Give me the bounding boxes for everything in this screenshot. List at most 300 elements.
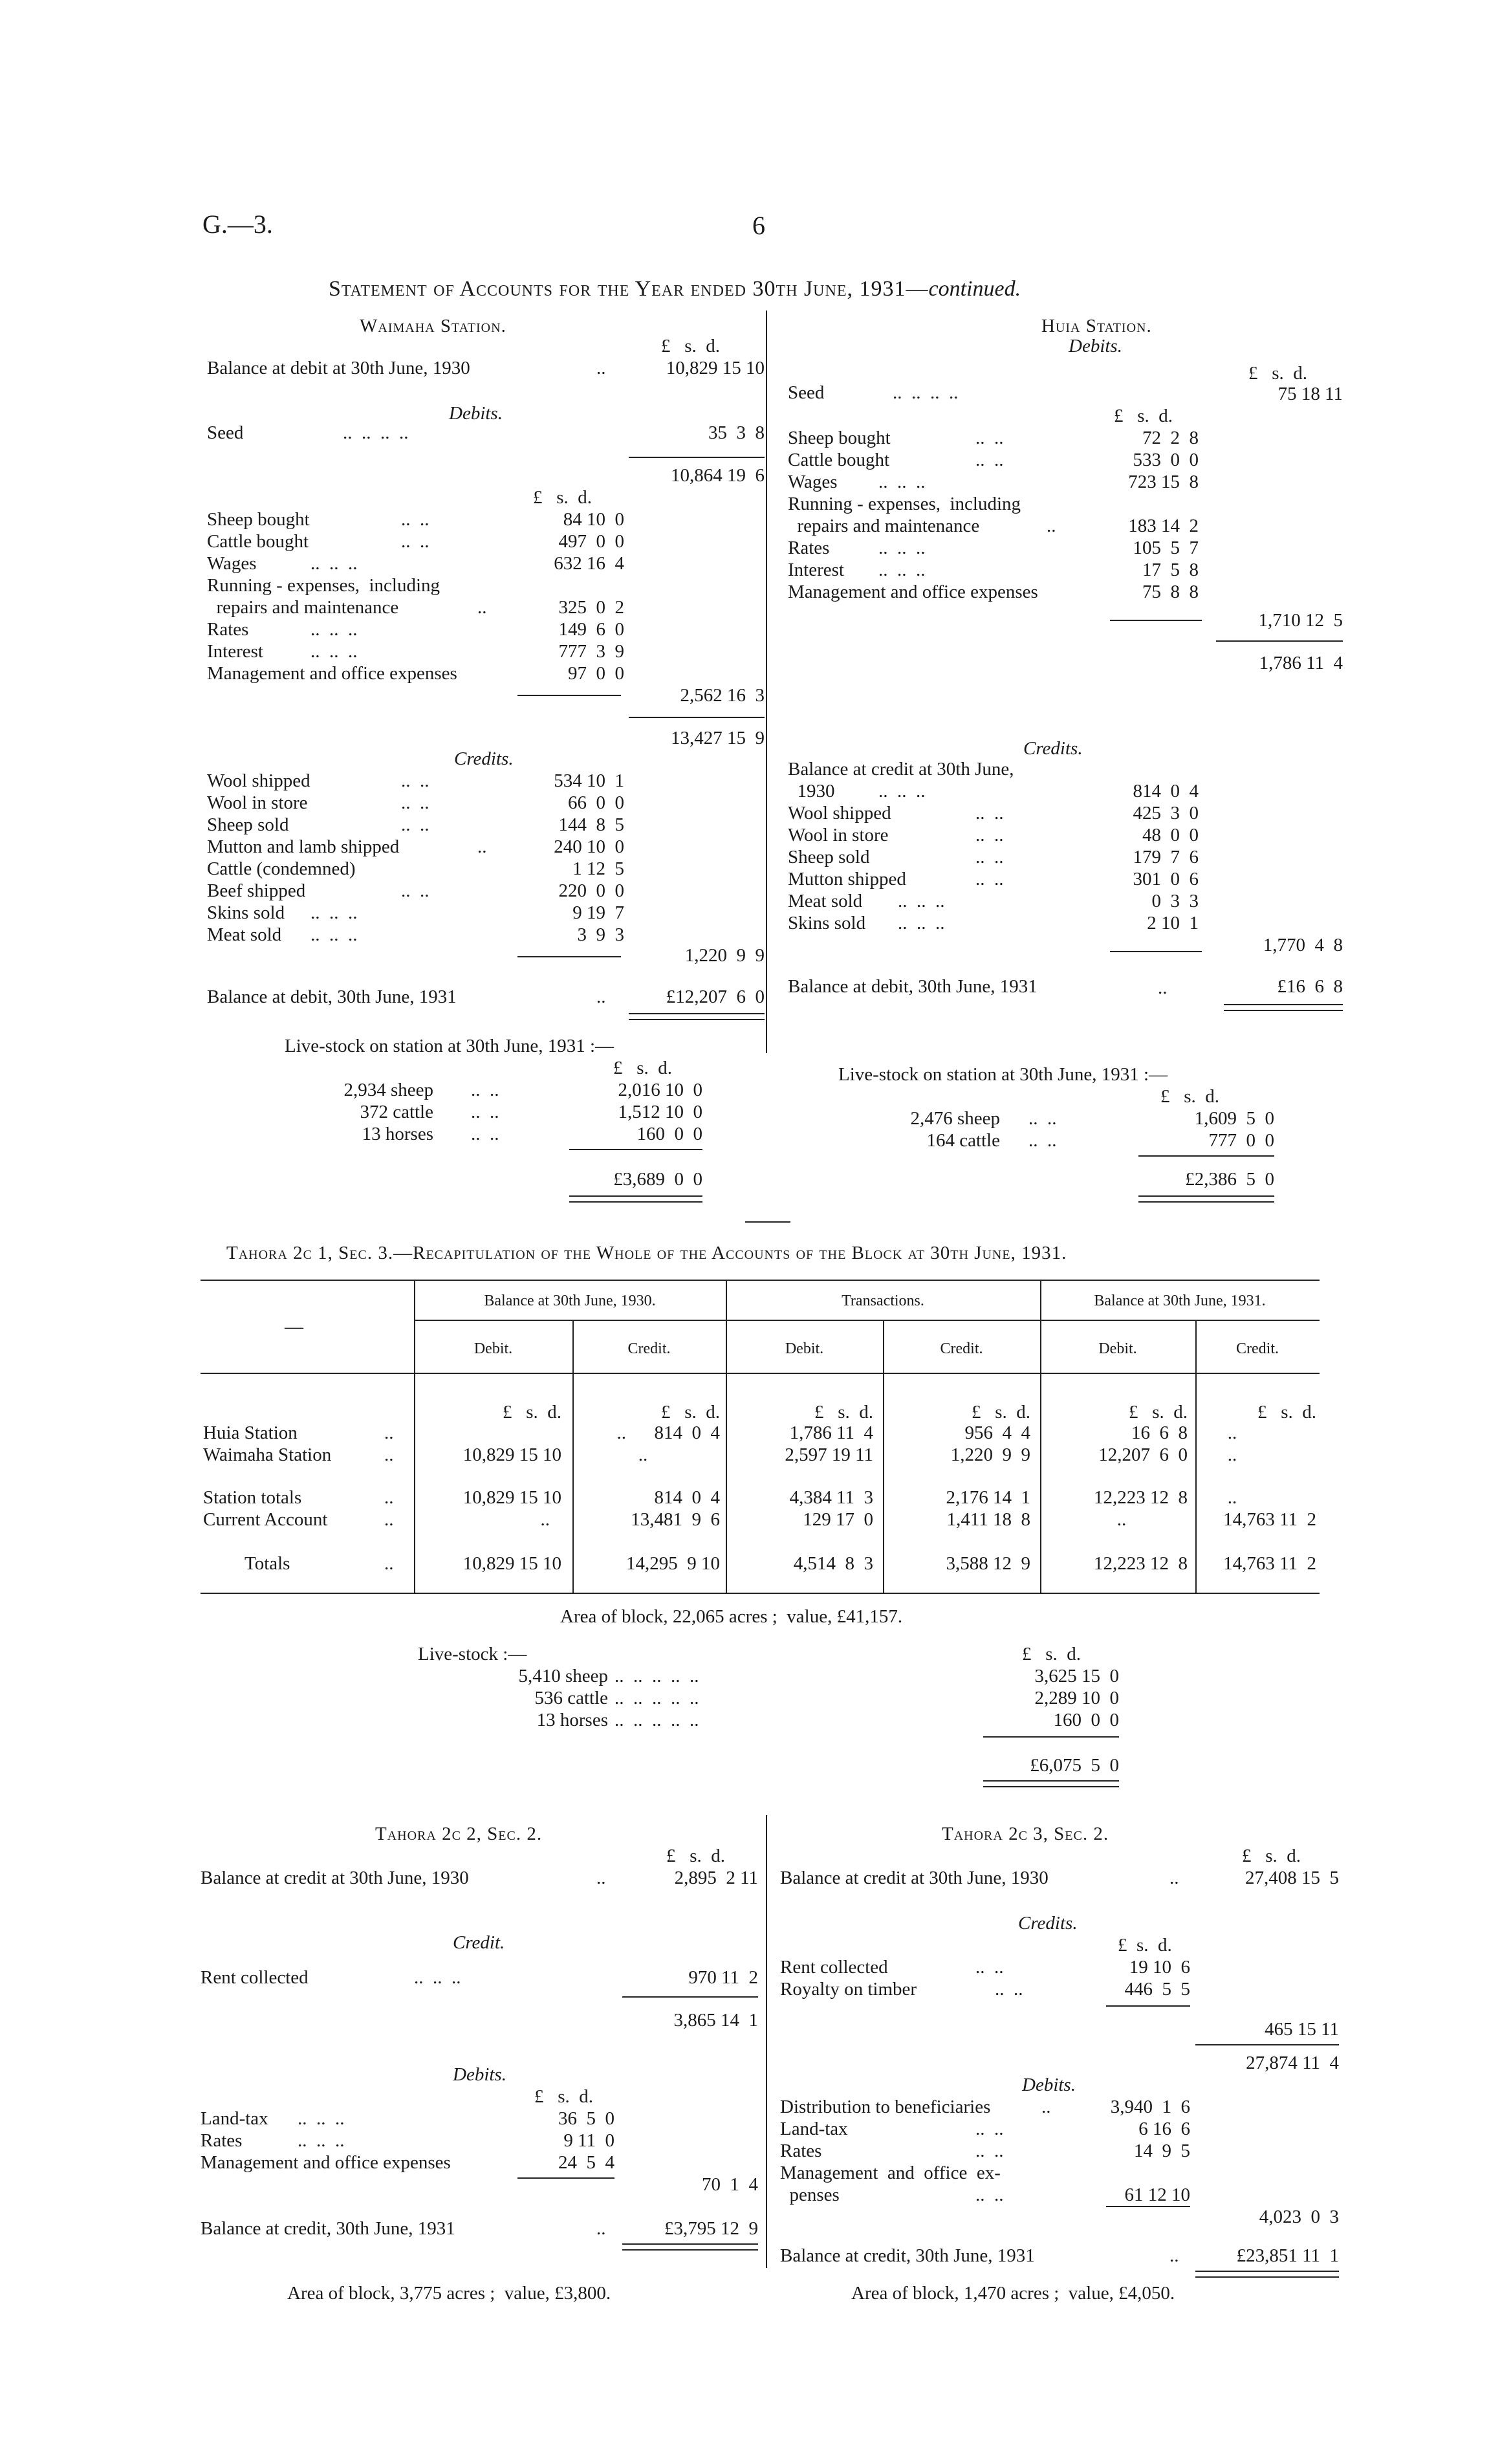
huia-livestock-total: £2,386 5 0 <box>1185 1169 1274 1190</box>
livestock-qty: 372 cattle <box>360 1102 433 1122</box>
rule <box>517 2177 614 2179</box>
waimaha-subtotal-2: 13,427 15 9 <box>671 728 765 748</box>
leader-dots: .. .. .. .. <box>893 382 959 403</box>
item-label: Interest <box>207 641 263 662</box>
t2c3-credit-total: 465 15 11 <box>1265 2019 1339 2040</box>
leader-dots: .. .. .. <box>878 472 926 492</box>
item-label: Management and office ex- <box>780 2163 1001 2183</box>
huia-closing-value: £16 6 8 <box>1277 976 1343 997</box>
livestock-value: 777 0 0 <box>1208 1130 1274 1151</box>
livestock-qty: 2,476 sheep <box>910 1108 1000 1129</box>
t2c3-subtotal: 27,874 11 4 <box>1246 2053 1339 2073</box>
double-rule <box>1195 2271 1339 2278</box>
item-label: Running - expenses, including <box>788 494 1021 514</box>
livestock-value: 1,609 5 0 <box>1194 1108 1274 1129</box>
cell: 1,220 9 9 <box>950 1445 1030 1465</box>
list-item <box>207 880 634 902</box>
leader-dots: .. .. .. .. .. <box>614 1666 699 1686</box>
row-label: Waimaha Station <box>203 1445 332 1465</box>
item-value: 533 0 0 <box>1133 450 1199 470</box>
leader-dots: .. .. .. .. <box>343 422 409 443</box>
leader-dots: .. .. <box>975 847 1004 867</box>
leader-dots: .. .. <box>471 1124 499 1144</box>
item-value: 24 5 4 <box>558 2152 614 2173</box>
money-columns: £ s. d. <box>660 1402 720 1423</box>
item-value: 425 3 0 <box>1133 803 1199 823</box>
list-item <box>207 836 634 858</box>
item-label: Distribution to beneficiaries <box>780 2097 991 2117</box>
item-value: 497 0 0 <box>558 531 624 552</box>
leader-dots: .. .. .. <box>298 2130 345 2151</box>
cell: 12,223 12 8 <box>1094 1487 1188 1508</box>
list-item <box>207 902 634 924</box>
item-value: 220 0 0 <box>558 880 624 901</box>
leader-dots: .. .. .. <box>310 553 358 574</box>
item-label: Management and office expenses <box>788 582 1038 602</box>
item-label: Wool in store <box>788 825 889 845</box>
rule <box>569 1149 702 1150</box>
cell: 14,295 9 10 <box>626 1553 720 1574</box>
cell: 10,829 15 10 <box>462 1487 561 1508</box>
leader-dots: .. .. <box>1028 1108 1057 1129</box>
leader-dots: .. .. <box>401 792 429 813</box>
huia-livestock-title: Live-stock on station at 30th June, 1931 :— <box>838 1064 1168 1085</box>
leader-dots: .. <box>384 1423 394 1443</box>
leader-dots: .. <box>1169 2245 1179 2266</box>
leader-dots: .. .. .. .. .. <box>614 1688 699 1708</box>
list-item <box>207 662 634 684</box>
rule <box>517 695 621 696</box>
row-label: Huia Station <box>203 1423 298 1443</box>
cell: .. <box>616 1423 626 1443</box>
cell: 10,829 15 10 <box>462 1553 561 1574</box>
leader-dots: .. .. <box>401 880 429 901</box>
t2c2-rent-value: 970 11 2 <box>688 1967 758 1988</box>
statement-title-cont: continued. <box>928 277 1021 301</box>
waimaha-credit-list <box>207 770 634 946</box>
item-label: Royalty on timber <box>780 1979 917 2000</box>
list-item <box>207 770 634 792</box>
recap-livestock-total: £6,075 5 0 <box>1030 1755 1119 1776</box>
cell: 814 0 4 <box>654 1487 720 1508</box>
rule <box>1138 1155 1274 1157</box>
column-divider <box>766 1815 767 2268</box>
leader-dots: .. .. <box>975 2141 1004 2161</box>
list-item <box>207 792 634 814</box>
rule <box>622 1996 758 1998</box>
group-header: Transactions. <box>842 1292 924 1309</box>
rule <box>201 1373 1320 1374</box>
leader-dots: .. <box>1158 977 1168 998</box>
item-value: 325 0 2 <box>558 597 624 618</box>
recap-livestock-title: Live-stock :— <box>418 1644 527 1664</box>
t2c3-closing-value: £23,851 11 1 <box>1236 2245 1339 2266</box>
list-item <box>788 515 1202 537</box>
leader-dots: .. .. <box>471 1080 499 1100</box>
money-columns: £ s. d. <box>534 2086 594 2107</box>
list-item <box>207 552 634 574</box>
list-item <box>788 846 1202 868</box>
money-columns: £ s. d. <box>1128 1402 1188 1423</box>
item-value: 61 12 10 <box>1124 2185 1190 2205</box>
list-item <box>788 890 1202 912</box>
cell: 814 0 4 <box>654 1423 720 1443</box>
double-rule <box>983 1780 1119 1787</box>
t2c2-debits-heading: Debits. <box>453 2064 506 2085</box>
leader-dots: .. .. <box>975 1957 1004 1978</box>
list-item <box>788 537 1202 559</box>
cell: 1,411 18 8 <box>946 1509 1030 1530</box>
money-columns: £ s. d. <box>1022 1644 1082 1664</box>
page-number: 6 <box>752 211 765 240</box>
list-item <box>207 596 634 618</box>
rule <box>517 956 621 957</box>
t2c3-closing-label: Balance at credit, 30th June, 1931 <box>780 2245 1035 2266</box>
item-label: penses <box>780 2185 840 2205</box>
leader-dots: .. .. .. <box>414 1967 461 1988</box>
waimaha-debit-list <box>207 508 634 684</box>
cell: 2,597 19 11 <box>785 1445 873 1465</box>
group-header: Balance at 30th June, 1930. <box>484 1292 656 1309</box>
livestock-value: 2,016 10 0 <box>618 1080 702 1100</box>
waimaha-debit-total: 2,562 16 3 <box>680 685 765 706</box>
huia-credit-list <box>788 780 1202 934</box>
leader-dots: .. .. <box>975 2185 1004 2205</box>
list-item <box>207 618 634 640</box>
t2c2-credit-heading: Credit. <box>453 1932 505 1953</box>
rule <box>1216 640 1343 642</box>
cell: .. <box>1227 1423 1237 1443</box>
leader-dots: .. .. .. <box>898 913 945 933</box>
item-value: 75 8 8 <box>1142 582 1199 602</box>
item-value: 149 6 0 <box>558 619 624 640</box>
item-value: 814 0 4 <box>1133 781 1199 801</box>
item-value: 723 15 8 <box>1128 472 1199 492</box>
statement-title <box>329 278 1021 300</box>
huia-debits-heading: Debits. <box>1069 336 1122 356</box>
rule <box>983 1736 1119 1738</box>
leader-dots: .. <box>596 1868 606 1888</box>
list-item <box>207 574 634 596</box>
item-value: 144 8 5 <box>558 814 624 835</box>
cell: 12,223 12 8 <box>1094 1553 1188 1574</box>
list-item <box>788 493 1202 515</box>
item-value: 2 10 1 <box>1147 913 1199 933</box>
list-item <box>788 471 1202 493</box>
waimaha-opening-label: Balance at debit at 30th June, 1930 <box>207 358 470 378</box>
list-item <box>788 449 1202 471</box>
row-label: Station totals <box>203 1487 302 1508</box>
livestock-value: 2,289 10 0 <box>1034 1688 1119 1708</box>
rule <box>201 1280 1320 1281</box>
leader-dots: .. <box>384 1487 394 1508</box>
item-value: 48 0 0 <box>1142 825 1199 845</box>
page-reference: G.—3. <box>202 210 273 239</box>
t2c2-closing-label: Balance at credit, 30th June, 1931 <box>201 2218 455 2239</box>
money-columns: £ s. d. <box>814 1402 873 1423</box>
leader-dots: .. .. .. <box>878 560 926 580</box>
item-value: 17 5 8 <box>1142 560 1199 580</box>
money-columns: £ s. d. <box>666 1846 726 1866</box>
double-rule <box>569 1195 702 1203</box>
huia-seed-label: Seed <box>788 382 825 403</box>
item-label: Land-tax <box>780 2119 848 2139</box>
rule <box>414 1320 1320 1321</box>
column-header: Debit. <box>785 1340 824 1357</box>
t2c2-debit-total: 70 1 4 <box>702 2174 758 2195</box>
leader-dots: .. <box>1169 1868 1179 1888</box>
item-label: Wages <box>207 553 257 574</box>
leader-dots: .. .. .. <box>310 641 358 662</box>
money-columns: £ s. d. <box>1257 1402 1316 1423</box>
item-label: Sheep sold <box>788 847 870 867</box>
group-header: Balance at 30th June, 1931. <box>1094 1292 1266 1309</box>
double-rule <box>1138 1195 1274 1203</box>
leader-dots: .. .. <box>975 869 1004 889</box>
item-label: repairs and maintenance <box>207 597 399 618</box>
t2c3-opening-value: 27,408 15 5 <box>1245 1868 1339 1888</box>
leader-dots: .. <box>1047 516 1056 536</box>
item-label: 1930 <box>788 781 835 801</box>
waimaha-opening-value: 10,829 15 10 <box>666 358 765 378</box>
livestock-qty: 5,410 sheep <box>518 1666 608 1686</box>
recap-area: Area of block, 22,065 acres ; value, £41,157. <box>560 1606 903 1627</box>
leader-dots: .. .. .. <box>298 2108 345 2129</box>
cell: .. <box>638 1445 648 1465</box>
leader-dots: .. .. .. <box>310 619 358 640</box>
t2c3-debits-heading: Debits. <box>1022 2075 1076 2095</box>
item-label: Beef shipped <box>207 880 306 901</box>
leader-dots: .. .. <box>975 450 1004 470</box>
item-value: 0 3 3 <box>1151 891 1199 911</box>
cell: 16 6 8 <box>1131 1423 1188 1443</box>
item-value: 9 11 0 <box>563 2130 614 2151</box>
stub-dash: — <box>285 1316 303 1337</box>
leader-dots: .. .. .. <box>898 891 945 911</box>
t2c2-opening-value: 2,895 2 11 <box>674 1868 758 1888</box>
livestock-qty: 13 horses <box>536 1710 608 1730</box>
list-item <box>788 824 1202 846</box>
column-header: Debit. <box>473 1340 513 1357</box>
livestock-qty: 536 cattle <box>534 1688 608 1708</box>
item-value: 36 5 0 <box>558 2108 614 2129</box>
item-label: Sheep sold <box>207 814 289 835</box>
leader-dots: .. .. <box>995 1979 1023 2000</box>
money-columns: £ s. d. <box>1118 1935 1172 1956</box>
item-value: 72 2 8 <box>1142 428 1199 448</box>
huia-debit-list <box>788 427 1202 603</box>
row-label: Totals <box>245 1553 290 1574</box>
leader-dots: .. .. .. <box>310 902 358 923</box>
t2c3-opening-label: Balance at credit at 30th June, 1930 <box>780 1868 1049 1888</box>
item-label: repairs and maintenance <box>788 516 980 536</box>
leader-dots: .. .. .. <box>310 924 358 945</box>
cell: 4,384 11 3 <box>789 1487 873 1508</box>
item-label: Rates <box>201 2130 243 2151</box>
item-value: 1 12 5 <box>572 858 624 879</box>
cell: 1,786 11 4 <box>789 1423 873 1443</box>
list-item <box>207 814 634 836</box>
livestock-value: 160 0 0 <box>1053 1710 1119 1730</box>
waimaha-closing-label: Balance at debit, 30th June, 1931 <box>207 987 457 1007</box>
waimaha-debits-heading: Debits. <box>449 403 503 424</box>
cell: 13,481 9 6 <box>631 1509 720 1530</box>
money-columns: £ s. d. <box>533 487 592 508</box>
waimaha-credit-total: 1,220 9 9 <box>684 945 765 966</box>
section-rule <box>745 1221 790 1223</box>
list-item <box>207 640 634 662</box>
huia-credit-lead: Balance at credit at 30th June, <box>788 759 1014 780</box>
item-label: Wool in store <box>207 792 308 813</box>
list-item <box>788 559 1202 581</box>
item-label: Rates <box>207 619 249 640</box>
waimaha-credits-heading: Credits. <box>454 748 514 769</box>
rule <box>1106 2005 1190 2007</box>
leader-dots: .. <box>477 836 487 857</box>
cell: 14,763 11 2 <box>1223 1553 1316 1574</box>
huia-credit-total: 1,770 4 8 <box>1263 935 1343 955</box>
rule <box>1195 2044 1339 2045</box>
cell: .. <box>1227 1445 1237 1465</box>
item-value: 3 9 3 <box>577 924 624 945</box>
leader-dots: .. <box>596 358 606 378</box>
leader-dots: .. <box>1041 2097 1051 2117</box>
t2c2-area: Area of block, 3,775 acres ; value, £3,800. <box>287 2283 611 2304</box>
item-value: 446 5 5 <box>1124 1979 1190 2000</box>
money-columns: £ s. d. <box>613 1058 673 1078</box>
huia-seed-value: 75 18 11 <box>1277 384 1343 404</box>
leader-dots: .. <box>596 2218 606 2239</box>
item-label: Mutton and lamb shipped <box>207 836 400 857</box>
item-value: 14 9 5 <box>1134 2141 1190 2161</box>
t2c2-subtotal: 3,865 14 1 <box>673 2010 758 2031</box>
leader-dots: .. <box>384 1553 394 1574</box>
cell: 3,588 12 9 <box>946 1553 1030 1574</box>
leader-dots: .. .. .. <box>878 538 926 558</box>
livestock-value: 3,625 15 0 <box>1034 1666 1119 1686</box>
table-row <box>203 1553 1320 1575</box>
recap-title: Tahora 2c 1, Sec. 3.—Recapitulation of the Whole of the Accounts of the Block at 30th June, 1931. <box>226 1243 1067 1263</box>
leader-dots: .. .. <box>401 770 429 791</box>
row-label: Current Account <box>203 1509 328 1530</box>
item-label: Meat sold <box>788 891 863 911</box>
cell: 12,207 6 0 <box>1098 1445 1188 1465</box>
cell: 4,514 8 3 <box>793 1553 873 1574</box>
money-columns: £ s. d. <box>502 1402 561 1423</box>
item-value: 97 0 0 <box>568 663 624 684</box>
rule <box>1110 620 1202 621</box>
item-label: Rates <box>780 2141 822 2161</box>
item-value: 9 19 7 <box>572 902 624 923</box>
leader-dots: .. .. .. <box>878 781 926 801</box>
livestock-qty: 164 cattle <box>926 1130 1000 1151</box>
cell: 14,763 11 2 <box>1223 1509 1316 1530</box>
leader-dots: .. <box>384 1509 394 1530</box>
item-value: 84 10 0 <box>563 509 624 530</box>
huia-debit-total: 1,710 12 5 <box>1258 610 1343 631</box>
cell: 10,829 15 10 <box>462 1445 561 1465</box>
rule <box>629 457 765 458</box>
item-label: Meat sold <box>207 924 282 945</box>
cell: .. <box>1227 1487 1237 1508</box>
item-label: Cattle bought <box>207 531 309 552</box>
list-item <box>788 802 1202 824</box>
item-label: Mutton shipped <box>788 869 906 889</box>
item-value: 6 16 6 <box>1138 2119 1190 2139</box>
waimaha-seed-label: Seed <box>207 422 244 443</box>
leader-dots: .. .. <box>401 509 429 530</box>
item-value: 66 0 0 <box>568 792 624 813</box>
statement-title-text: Statement of Accounts for the Year ended 30th June, 1931— <box>329 277 929 301</box>
list-item <box>207 530 634 552</box>
t2c3-area: Area of block, 1,470 acres ; value, £4,050. <box>851 2283 1175 2304</box>
item-value: 534 10 1 <box>554 770 624 791</box>
item-label: Cattle (condemned) <box>207 858 356 879</box>
money-columns: £ s. d. <box>1160 1086 1220 1107</box>
item-label: Sheep bought <box>788 428 891 448</box>
t2c3-title: Tahora 2c 3, Sec. 2. <box>942 1824 1109 1844</box>
item-value: 3,940 1 6 <box>1110 2097 1190 2117</box>
item-label: Wool shipped <box>207 770 310 791</box>
money-columns: £ s. d. <box>661 336 721 356</box>
item-label: Wages <box>788 472 838 492</box>
leader-dots: .. <box>596 987 606 1007</box>
item-value: 183 14 2 <box>1128 516 1199 536</box>
list-item <box>207 508 634 530</box>
item-value: 179 7 6 <box>1133 847 1199 867</box>
cell: .. <box>1116 1509 1127 1530</box>
list-item <box>788 868 1202 890</box>
item-value: 19 10 6 <box>1129 1957 1190 1978</box>
rule <box>1110 951 1202 952</box>
t2c2-rent-label: Rent collected <box>201 1967 309 1988</box>
rule <box>1106 2206 1190 2207</box>
leader-dots: .. .. <box>401 531 429 552</box>
item-label: Management and office expenses <box>207 663 457 684</box>
rule <box>629 717 765 718</box>
item-label: Wool shipped <box>788 803 891 823</box>
item-label: Sheep bought <box>207 509 310 530</box>
table-row <box>203 1509 1320 1531</box>
table-row <box>203 1444 1320 1466</box>
cell: 2,176 14 1 <box>946 1487 1030 1508</box>
item-value: 240 10 0 <box>554 836 624 857</box>
leader-dots: .. .. <box>471 1102 499 1122</box>
waimaha-livestock-total: £3,689 0 0 <box>613 1169 702 1190</box>
item-label: Rates <box>788 538 830 558</box>
item-value: 632 16 4 <box>554 553 624 574</box>
list-item <box>788 780 1202 802</box>
t2c2-opening-label: Balance at credit at 30th June, 1930 <box>201 1868 469 1888</box>
item-value: 777 3 9 <box>558 641 624 662</box>
table-row <box>203 1487 1320 1509</box>
cell: 129 17 0 <box>803 1509 873 1530</box>
item-label: Running - expenses, including <box>207 575 440 596</box>
leader-dots: .. .. <box>975 2119 1004 2139</box>
waimaha-livestock-title: Live-stock on station at 30th June, 1931 :— <box>285 1036 614 1056</box>
livestock-qty: 2,934 sheep <box>343 1080 433 1100</box>
huia-title: Huia Station. <box>1041 316 1152 336</box>
item-label: Land-tax <box>201 2108 268 2129</box>
t2c3-credits-heading: Credits. <box>1018 1913 1078 1934</box>
list-item <box>788 427 1202 449</box>
leader-dots: .. <box>384 1445 394 1465</box>
money-columns: £ s. d. <box>1114 406 1173 426</box>
money-columns: £ s. d. <box>971 1402 1030 1423</box>
livestock-value: 160 0 0 <box>636 1124 702 1144</box>
table-row <box>203 1422 1320 1444</box>
column-header: Credit. <box>1236 1340 1279 1357</box>
